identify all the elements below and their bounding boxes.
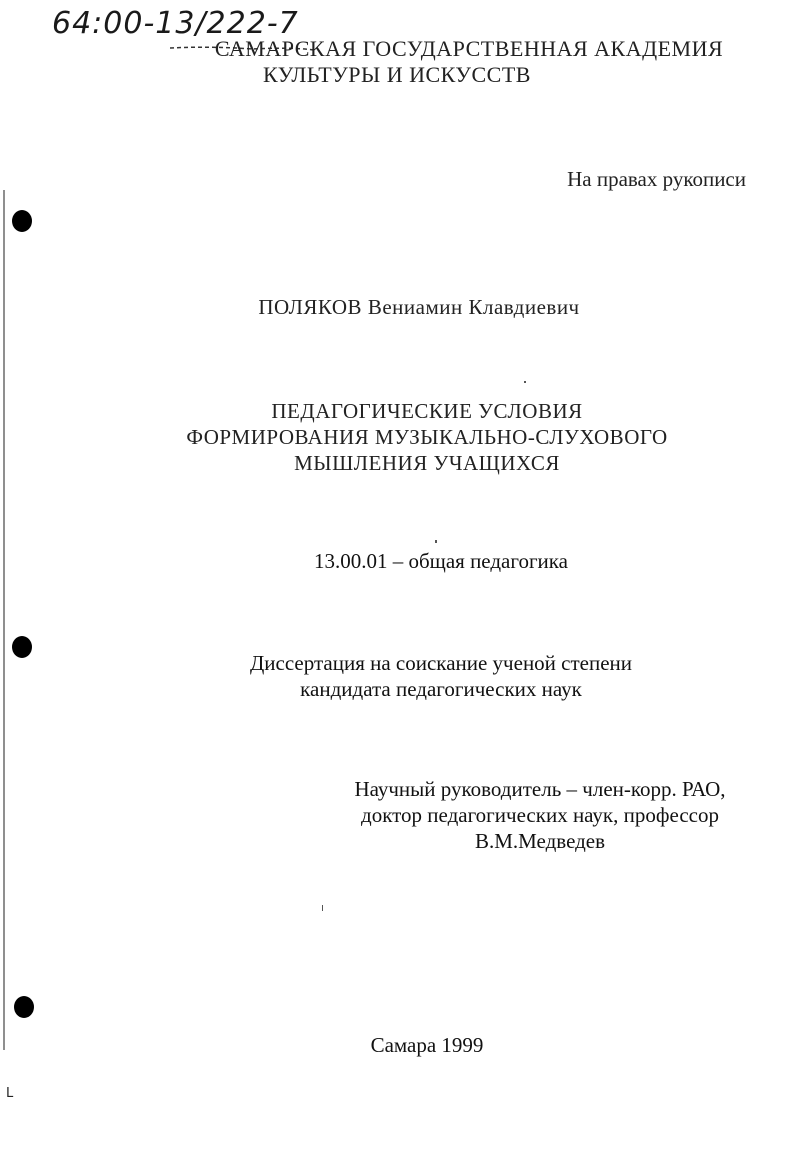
margin-mark: L <box>6 1086 14 1101</box>
author-name: ПОЛЯКОВ Вениамин Клавдиевич <box>258 295 580 319</box>
title-line-2: ФОРМИРОВАНИЯ МУЗЫКАЛЬНО-СЛУХОВОГО <box>186 425 668 449</box>
specialty-code: 13.00.01 – общая педагогика <box>313 549 569 573</box>
scan-speck <box>435 540 437 543</box>
rights-note: На правах рукописи <box>567 167 746 191</box>
institution-line-2: КУЛЬТУРЫ И ИСКУССТВ <box>263 62 531 87</box>
punch-hole-2 <box>12 636 32 658</box>
supervisor-name: В.М.Медведев <box>474 829 606 853</box>
institution-line-1: САМАРСКАЯ ГОСУДАРСТВЕННАЯ АКАДЕМИЯ <box>214 36 724 61</box>
dissertation-line-2: кандидата педагогических наук <box>300 677 582 701</box>
supervisor-block <box>330 776 750 854</box>
supervisor-line-2: доктор педагогических наук, профессор <box>361 803 719 827</box>
supervisor-line-1: Научный руководитель – член-корр. РАО, <box>354 777 726 801</box>
handwritten-code-text: 64:00-13/222-7 <box>52 6 299 41</box>
scan-speck <box>524 381 526 383</box>
place-and-year: Самара 1999 <box>370 1033 484 1057</box>
title-line-1: ПЕДАГОГИЧЕСКИЕ УСЛОВИЯ <box>271 399 583 423</box>
dissertation-line-1: Диссертация на соискание ученой степени <box>249 651 633 675</box>
scan-left-edge <box>3 190 5 1050</box>
title-line-3: МЫШЛЕНИЯ УЧАЩИХСЯ <box>294 451 560 475</box>
scan-speck <box>322 905 323 911</box>
punch-hole-3 <box>14 996 34 1018</box>
punch-hole-1 <box>12 210 32 232</box>
